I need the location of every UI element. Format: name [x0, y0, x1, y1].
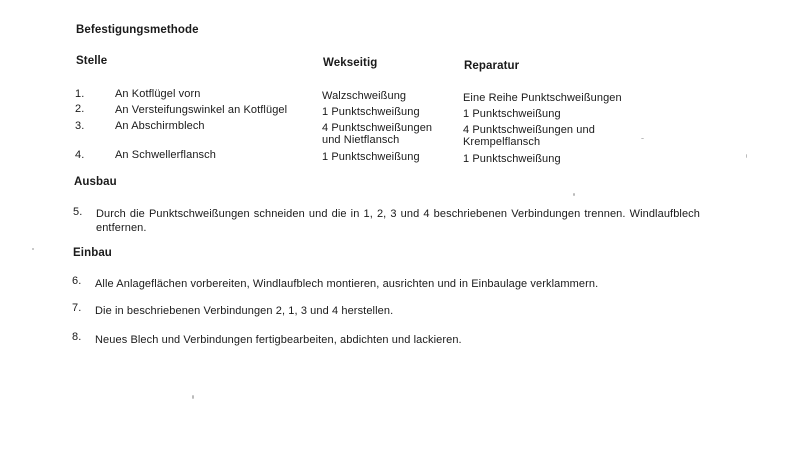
row-werkseitig: 1 Punktschweißung: [322, 151, 420, 163]
row-number: 1.: [75, 88, 85, 100]
step-text: Die in beschriebenen Verbindungen 2, 1, 3 und 4 herstellen.: [95, 305, 394, 317]
row-stelle: An Kotflügel vorn: [115, 88, 201, 100]
row-reparatur: Eine Reihe Punktschweißungen: [463, 92, 622, 104]
step-number: 5.: [73, 206, 83, 218]
column-header-reparatur: Reparatur: [464, 60, 520, 72]
row-stelle: An Schwellerflansch: [115, 149, 216, 161]
row-reparatur: 1 Punktschweißung: [463, 153, 561, 165]
row-werkseitig: Walzschweißung: [322, 90, 407, 102]
row-reparatur: 1 Punktschweißung: [463, 108, 561, 120]
row-number: 2.: [75, 103, 85, 115]
row-stelle: An Versteifungswinkel an Kotflügel: [115, 104, 288, 116]
column-header-stelle: Stelle: [76, 55, 108, 67]
row-reparatur: 4 Punktschweißungen und Krempelflansch: [463, 124, 595, 148]
row-werkseitig: 1 Punktschweißung: [322, 106, 420, 118]
column-header-werkseitig: Wekseitig: [323, 57, 378, 69]
step-text: Alle Anlageflächen vorbereiten, Windlaufblech montieren, ausrichten und in Einbaulage verklammern.: [95, 278, 599, 290]
scan-speck: [573, 193, 575, 196]
scan-speck: [192, 395, 194, 399]
document-title: Befestigungsmethode: [76, 24, 199, 36]
row-number: 3.: [75, 120, 85, 132]
row-stelle: An Abschirmblech: [115, 120, 205, 132]
section-heading-ausbau: Ausbau: [74, 176, 117, 188]
step-text: Durch die Punktschweißungen schneiden und die in 1, 2, 3 und 4 beschriebenen Verbindungen trennen. Windlaufblech entfernen.: [96, 208, 700, 234]
step-number: 7.: [72, 302, 82, 314]
scan-speck: [746, 154, 747, 158]
row-number: 4.: [75, 149, 85, 161]
scan-speck: [641, 138, 644, 139]
step-text: Neues Blech und Verbindungen fertigbearbeiten, abdichten und lackieren.: [95, 334, 462, 346]
step-number: 8.: [72, 331, 82, 343]
scan-speck: [32, 248, 34, 250]
step-number: 6.: [72, 275, 82, 287]
row-werkseitig: 4 Punktschweißungen und Nietflansch: [322, 122, 433, 146]
section-heading-einbau: Einbau: [73, 247, 112, 259]
